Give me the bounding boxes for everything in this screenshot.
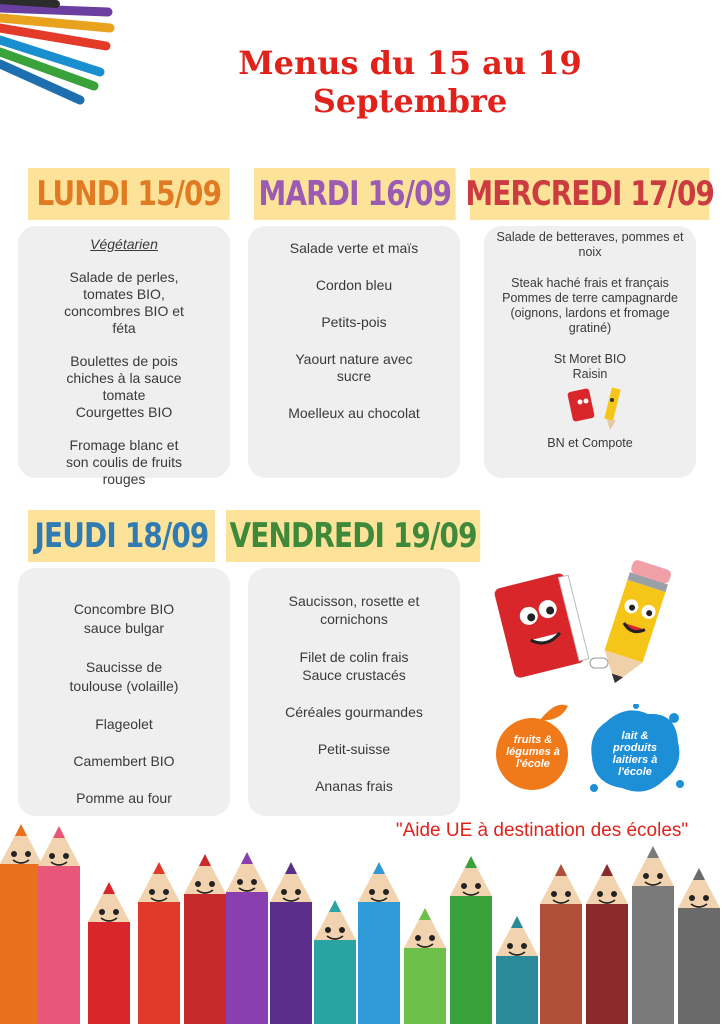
day-header-mercredi: MERCREDI 17/09 bbox=[470, 168, 709, 220]
eu-aid-caption: "Aide UE à destination des écoles" bbox=[395, 820, 689, 841]
day-header-mardi: MARDI 16/09 bbox=[254, 168, 456, 220]
menu-item: Raisin bbox=[572, 367, 608, 381]
menu-item: Camembert BIO bbox=[73, 753, 175, 769]
menu-item: Saucisse de toulouse (volaille) bbox=[69, 659, 179, 694]
smiling-pencils-border bbox=[0, 824, 724, 1024]
menu-item: Steak haché frais et français bbox=[511, 276, 669, 290]
menu-item: Concombre BIO sauce bulgar bbox=[73, 601, 175, 636]
title-line-2: Septembre bbox=[312, 82, 508, 120]
menu-card-vendredi bbox=[248, 568, 460, 816]
fruits-legumes-logo: fruits & légumes à l'école bbox=[494, 698, 572, 792]
menu-item: Moelleux au chocolat bbox=[288, 405, 420, 421]
day-header-lundi: LUNDI 15/09 bbox=[28, 168, 230, 220]
menu-item: Filet de colin frais Sauce crustacés bbox=[299, 649, 409, 683]
menu-item: Yaourt nature avec sucre bbox=[295, 351, 413, 384]
menu-card-lundi bbox=[18, 226, 230, 487]
menu-card-mercredi bbox=[484, 226, 696, 478]
menu-item: Flageolet bbox=[95, 716, 153, 732]
book-and-pencil-illustration bbox=[490, 558, 680, 688]
menu-item: Cordon bleu bbox=[315, 277, 393, 293]
menu-item: Saucisson, rosette et cornichons bbox=[288, 593, 420, 627]
menu-item: Petit-suisse bbox=[317, 741, 391, 757]
menu-item: Céréales gourmandes bbox=[285, 704, 423, 720]
menu-item: Salade de perles, tomates BIO, concombres BIO et féta bbox=[64, 269, 184, 336]
menu-item: Courgettes BIO bbox=[75, 404, 173, 420]
menu-item: Petits-pois bbox=[321, 314, 387, 330]
book-and-pencil-mini-illustration bbox=[494, 384, 706, 432]
menu-card-mardi bbox=[248, 226, 460, 478]
menu-card-jeudi bbox=[18, 568, 230, 816]
title-line-1: Menus du 15 au 19 bbox=[238, 44, 582, 82]
menu-item: Salade verte et maïs bbox=[289, 240, 419, 256]
colored-pencils-illustration bbox=[0, 0, 120, 110]
page-title bbox=[190, 44, 630, 120]
menu-item: Ananas frais bbox=[315, 778, 393, 794]
menu-item: Pomme au four bbox=[76, 790, 172, 806]
menu-item: Boulettes de pois chiches à la sauce tomate bbox=[66, 353, 182, 403]
menu-item: Pommes de terre campagnarde (oignons, lardons et fromage gratiné) bbox=[502, 291, 678, 335]
day-header-vendredi: VENDREDI 19/09 bbox=[226, 510, 480, 562]
menu-item: Salade de betteraves, pommes et noix bbox=[496, 230, 684, 259]
menu-note: Végétarien bbox=[90, 236, 158, 252]
menu-item: BN et Compote bbox=[547, 436, 633, 450]
lait-produits-laitiers-logo: lait & produits laitiers à l'école bbox=[586, 704, 684, 798]
menu-item: St Moret BIO bbox=[553, 352, 627, 366]
day-header-jeudi: JEUDI 18/09 bbox=[28, 510, 215, 562]
menu-item: Fromage blanc et son coulis de fruits rouges bbox=[66, 437, 182, 487]
